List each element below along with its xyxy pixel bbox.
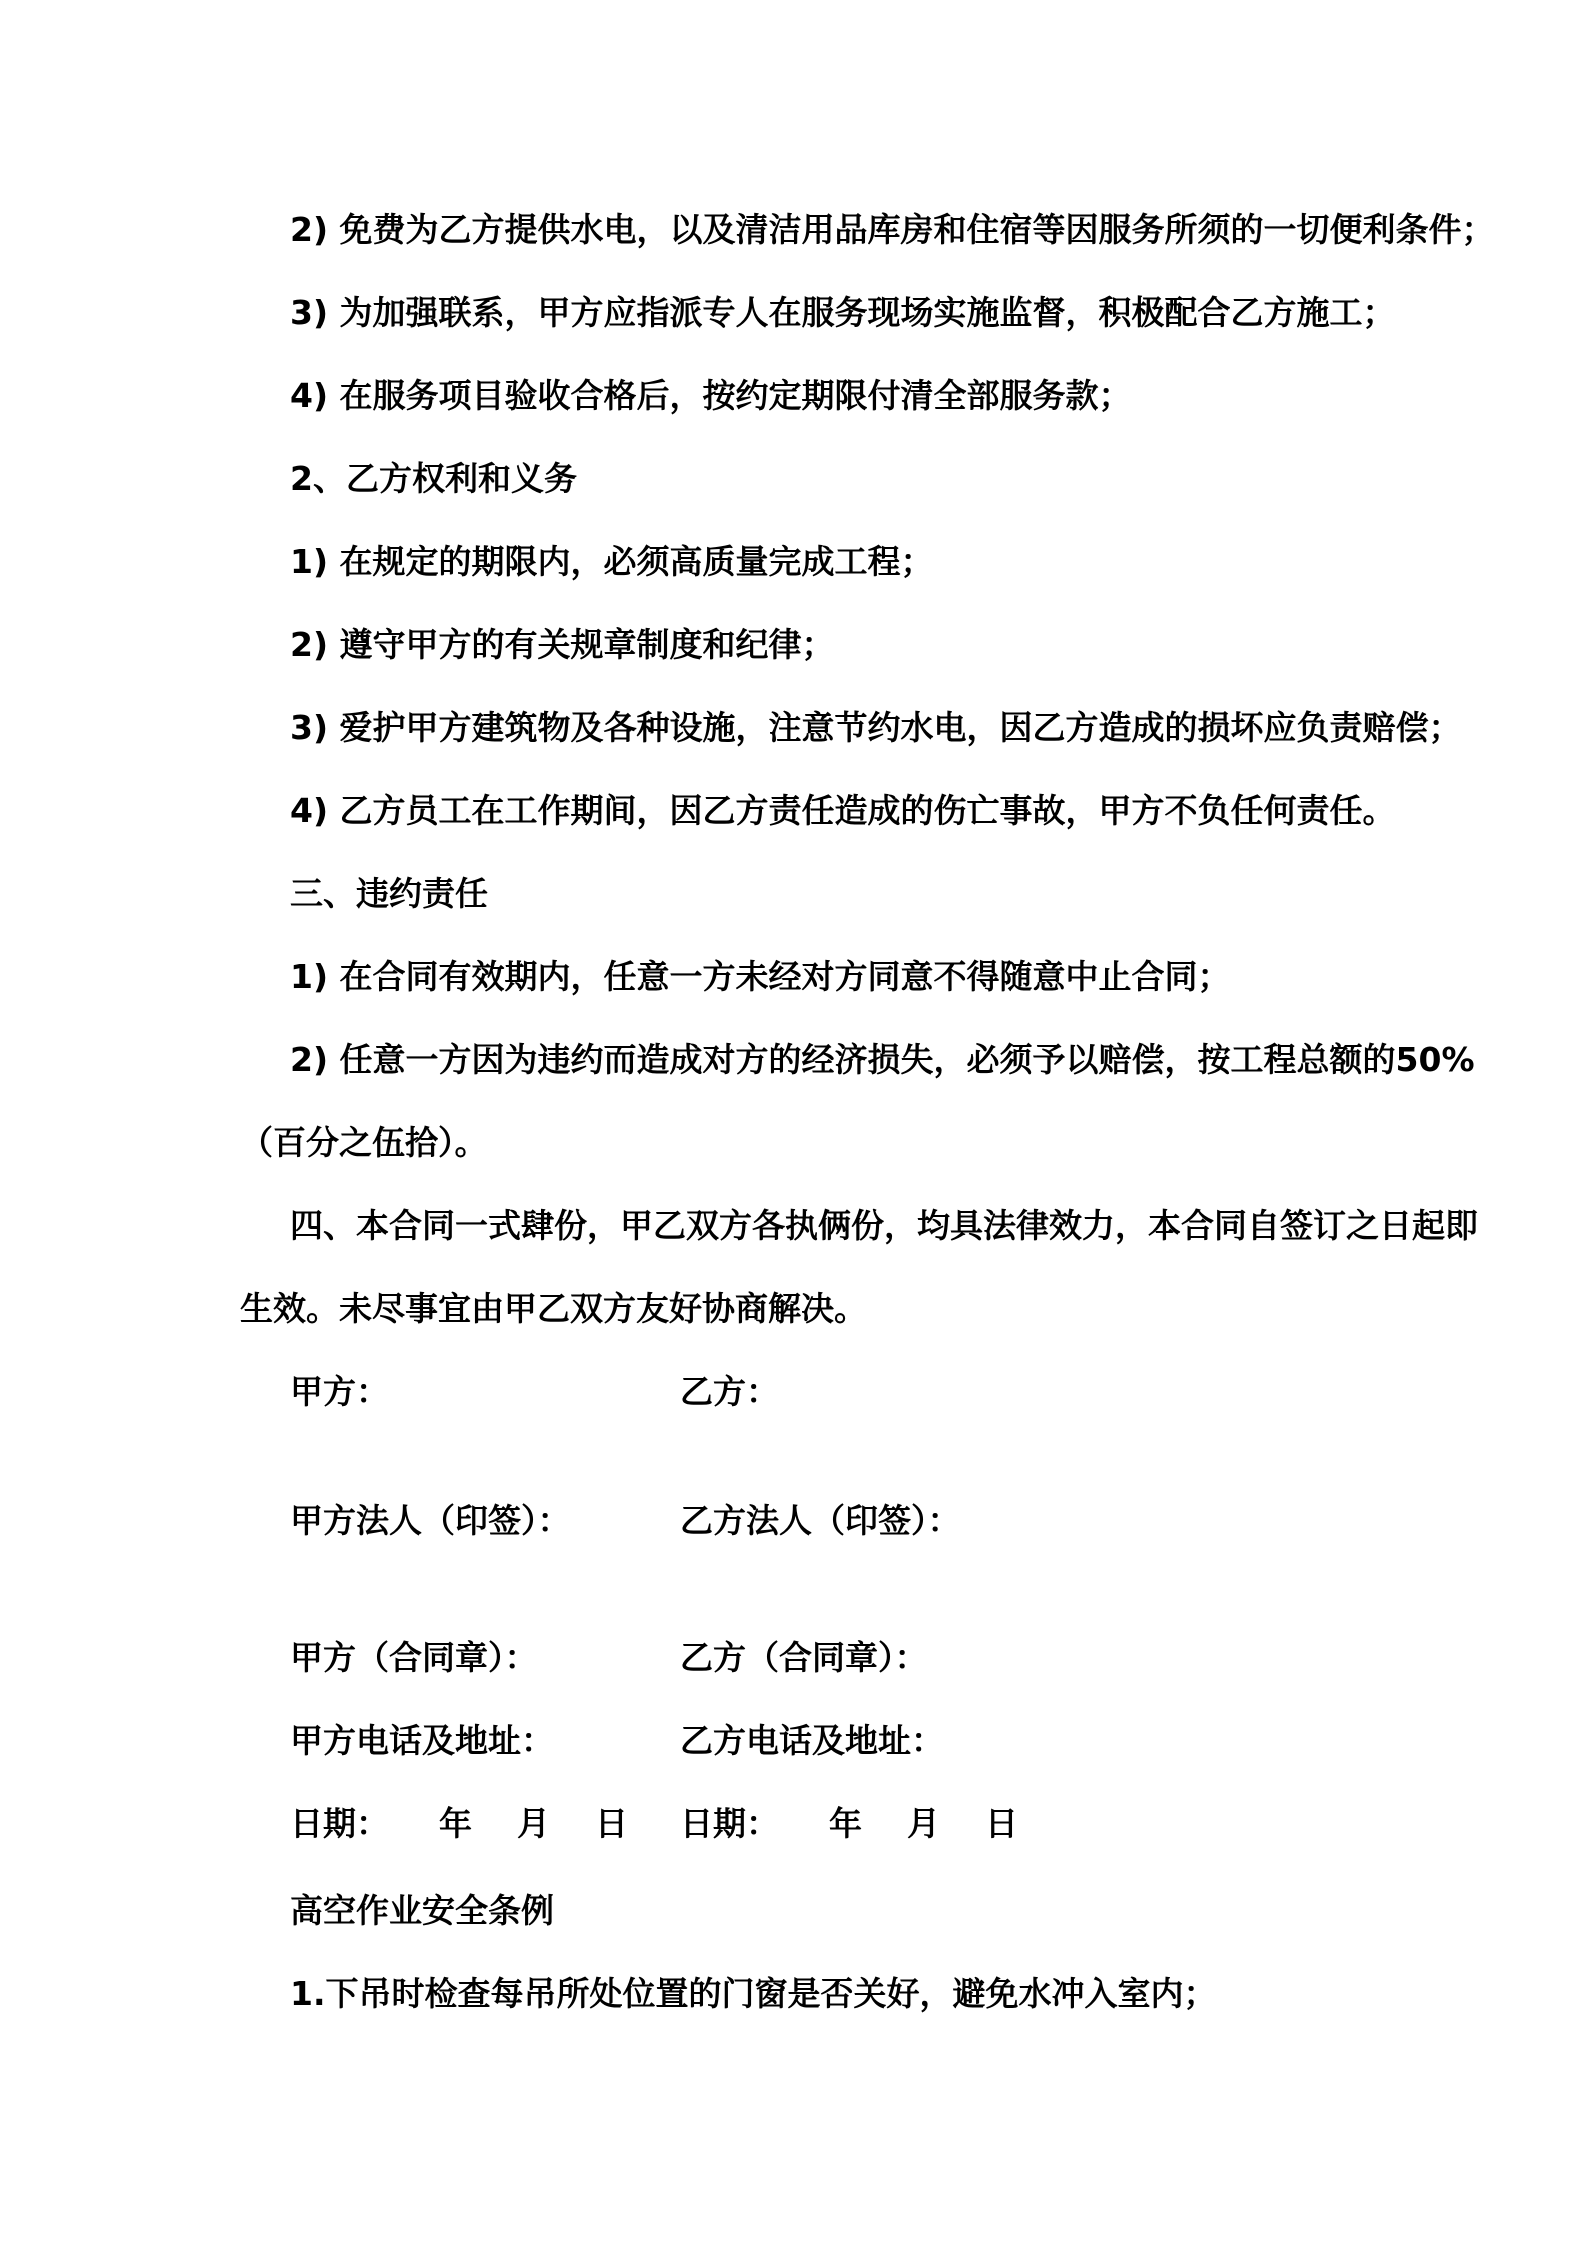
party-a-day-label: 日: [595, 1804, 628, 1843]
party-b-date-group: [680, 1782, 1018, 1865]
signature-row-contract-seal: [0, 1616, 1586, 1699]
breach-clause-2-line-2: （百分之伍拾）。: [240, 1123, 488, 1162]
party-a-month-label: 月: [517, 1804, 550, 1843]
signature-gap: [0, 1433, 1586, 1479]
party-b-seal-label: 乙方（合同章）：: [680, 1638, 928, 1677]
appendix-title: 高空作业安全条例: [290, 1891, 554, 1930]
party-b-contact-label: 乙方电话及地址：: [680, 1721, 944, 1760]
signature-gap: [0, 1562, 1586, 1616]
party-b-clause-3: 3) 爱护甲方建筑物及各种设施，注意节约水电，因乙方造成的损坏应负责赔偿；: [290, 708, 1462, 747]
breach-clause-2-line-1: 2) 任意一方因为违约而造成对方的经济损失，必须予以赔偿，按工程总额的50%: [290, 1040, 1475, 1079]
party-b-day-label: 日: [985, 1804, 1018, 1843]
effective-section-line-1: 四、本合同一式肆份，甲乙双方各执俩份，均具法律效力，本合同自签订之日起即: [290, 1206, 1478, 1245]
signature-row-date: [0, 1782, 1586, 1865]
party-a-year-label: 年: [439, 1804, 472, 1843]
party-a-clause-4: 4) 在服务项目验收合格后，按约定期限付清全部服务款；: [290, 376, 1132, 415]
breach-clause-1: 1) 在合同有效期内，任意一方未经对方同意不得随意中止合同；: [290, 957, 1231, 996]
party-b-clause-4: 4) 乙方员工在工作期间，因乙方责任造成的伤亡事故，甲方不负任何责任。: [290, 791, 1396, 830]
party-b-date-label: 日期：: [680, 1804, 779, 1843]
signature-row-contact: [0, 1699, 1586, 1782]
party-b-year-label: 年: [829, 1804, 862, 1843]
party-a-contact-label: 甲方电话及地址：: [290, 1721, 554, 1760]
party-b-clause-2: 2) 遵守甲方的有关规章制度和纪律；: [290, 625, 835, 664]
party-b-month-label: 月: [907, 1804, 940, 1843]
party-a-seal-label: 甲方（合同章）：: [290, 1638, 538, 1677]
party-a-date-label: 日期：: [290, 1804, 389, 1843]
party-a-clause-3: 3) 为加强联系，甲方应指派专人在服务现场实施监督，积极配合乙方施工；: [290, 293, 1396, 332]
signature-row-party: [0, 1350, 1586, 1433]
party-b-section-title: 2、乙方权利和义务: [290, 459, 577, 498]
party-a-clause-2: 2) 免费为乙方提供水电，以及清洁用品库房和住宿等因服务所须的一切便利条件；: [290, 210, 1495, 249]
breach-section-title: 三、违约责任: [290, 874, 488, 913]
signature-row-legal-seal: [0, 1479, 1586, 1562]
party-a-label: 甲方：: [290, 1372, 389, 1411]
party-b-clause-1: 1) 在规定的期限内，必须高质量完成工程；: [290, 542, 934, 581]
appendix-item-1: 1.下吊时检查每吊所处位置的门窗是否关好，避免水冲入室内；: [290, 1974, 1217, 2013]
party-a-legal-label: 甲方法人（印签）：: [290, 1501, 571, 1540]
party-b-label: 乙方：: [680, 1372, 779, 1411]
party-b-legal-label: 乙方法人（印签）：: [680, 1501, 961, 1540]
effective-section-line-2: 生效。未尽事宜由甲乙双方友好协商解决。: [240, 1289, 867, 1328]
